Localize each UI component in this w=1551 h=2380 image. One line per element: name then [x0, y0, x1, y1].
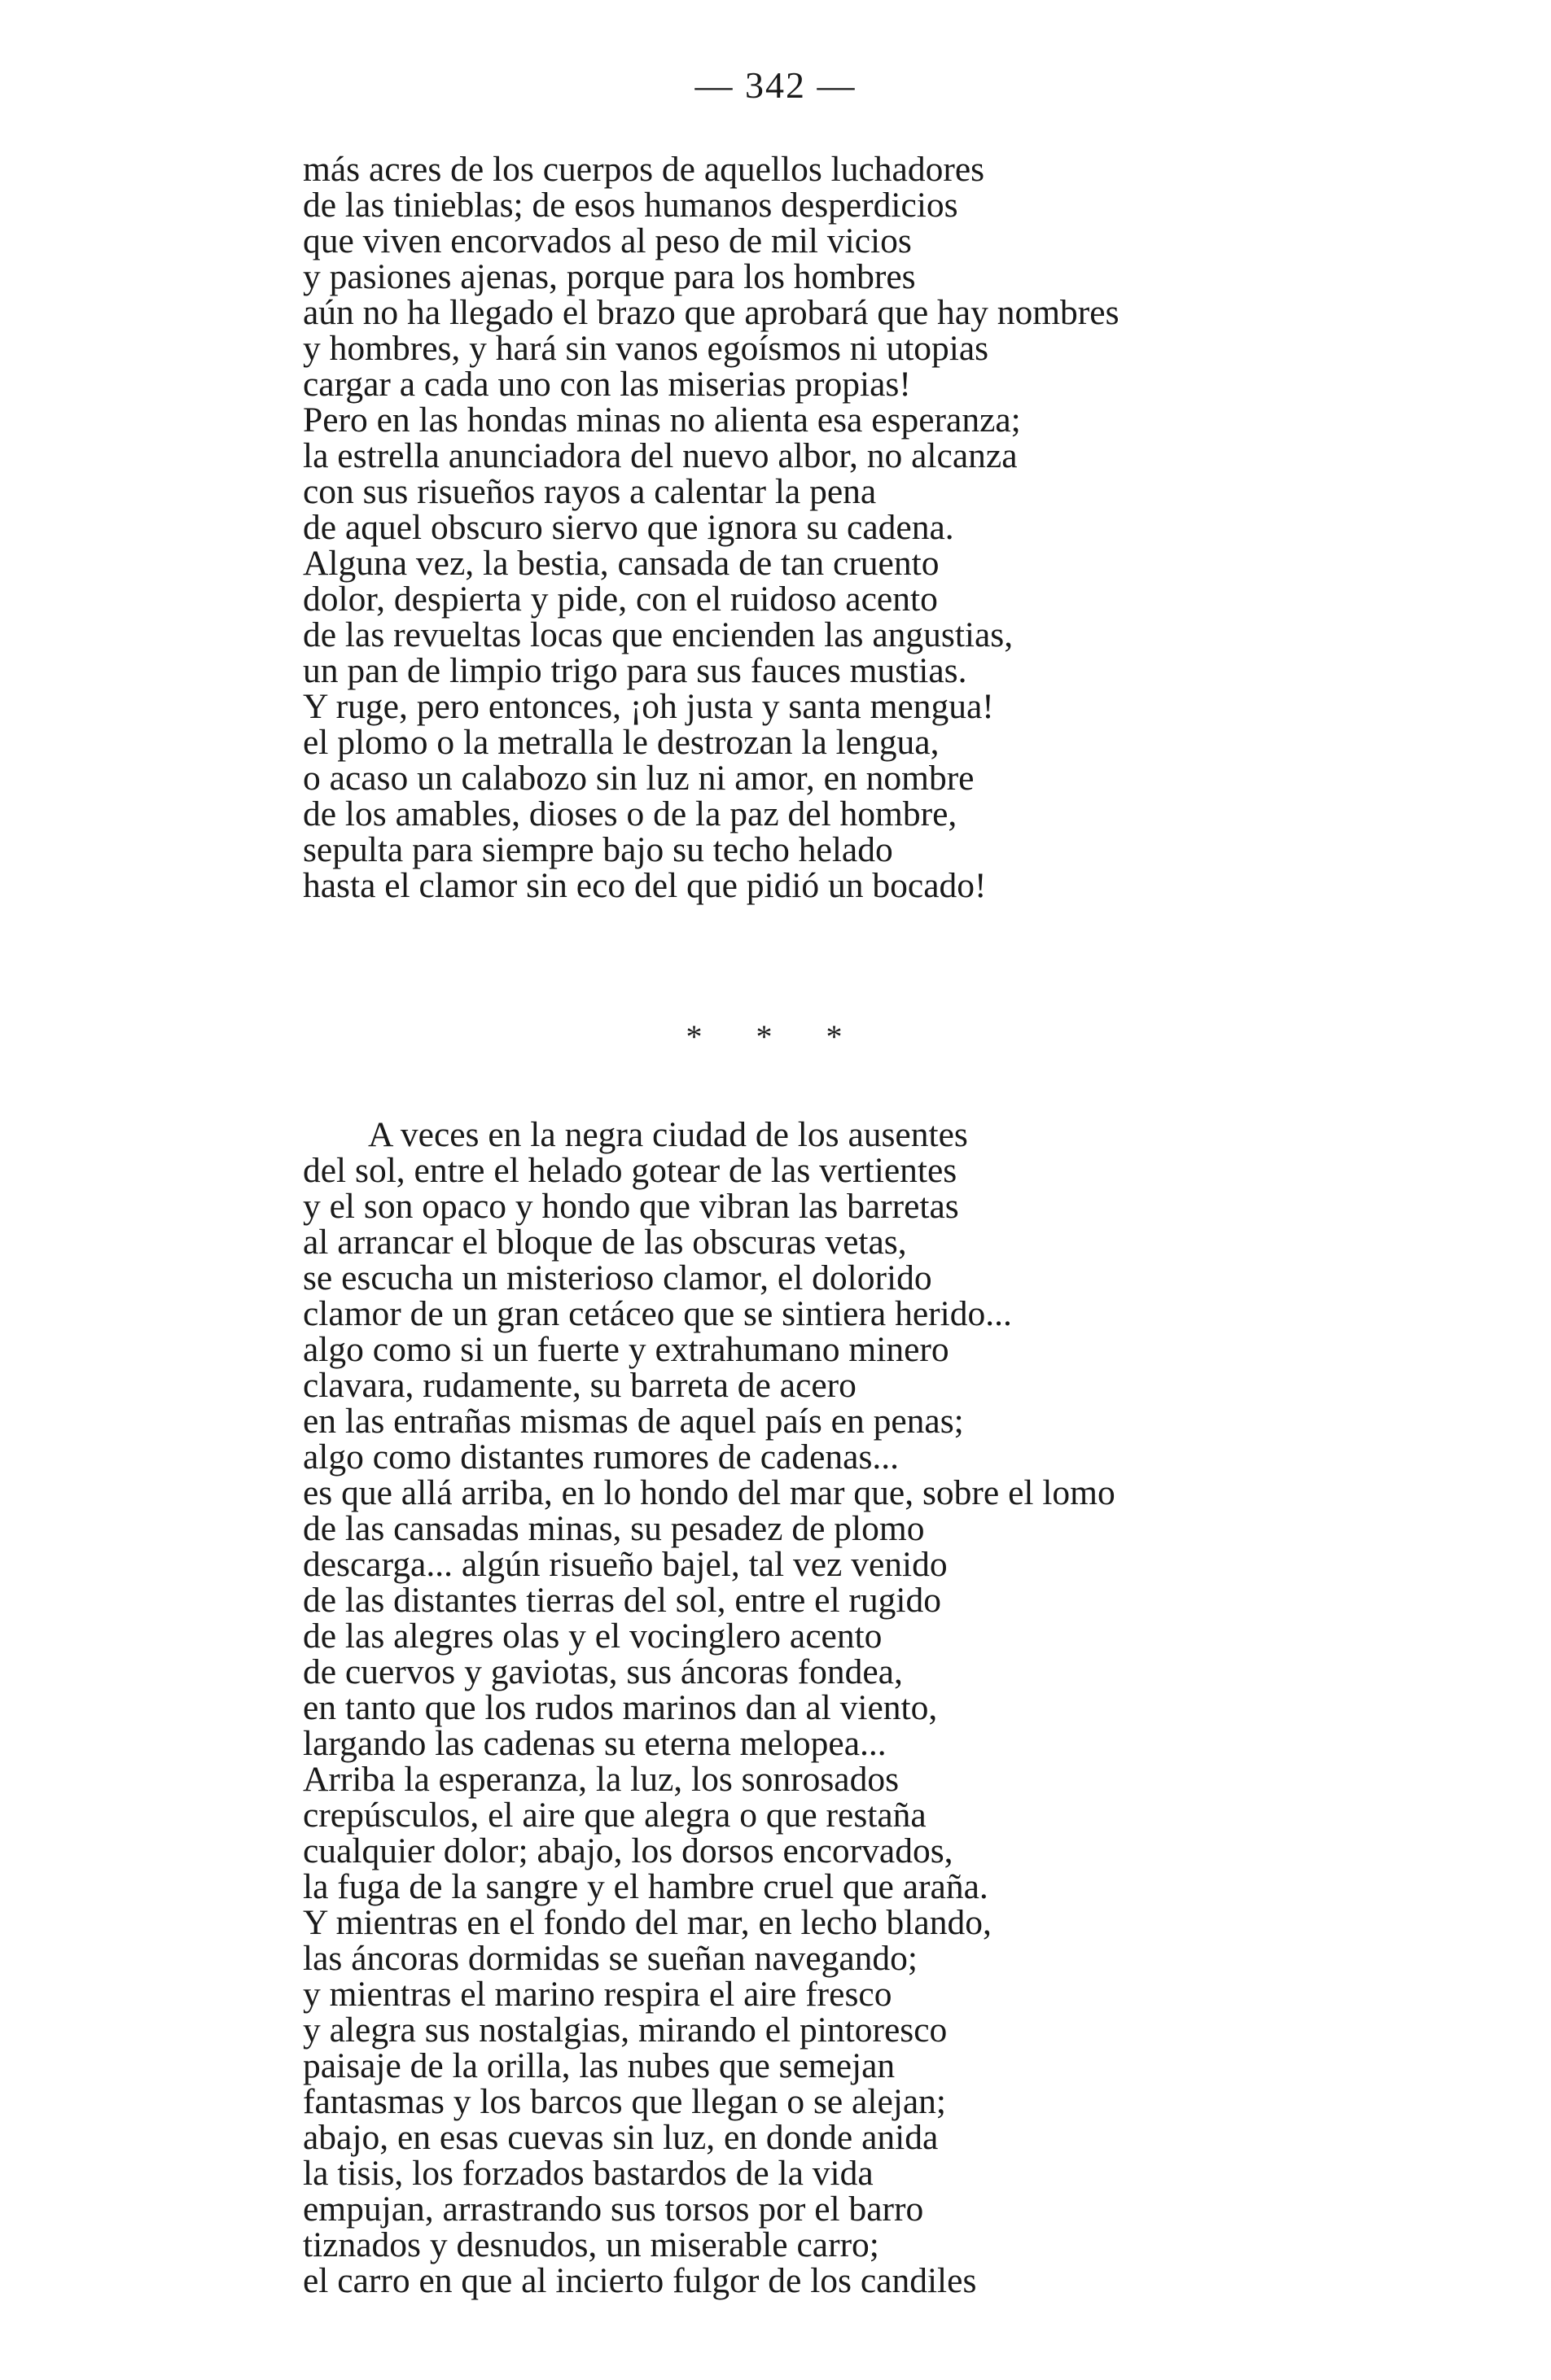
- poem-line: las áncoras dormidas se sueñan navegando;: [303, 1939, 918, 1978]
- poem-line: en las entrañas mismas de aquel país en penas;: [303, 1402, 964, 1441]
- poem-line: de los amables, dioses o de la paz del hombre,: [303, 794, 957, 833]
- poem-line: de las alegres olas y el vocinglero acento: [303, 1617, 883, 1656]
- poem-line: el plomo o la metralla le destrozan la lengua,: [303, 723, 940, 762]
- poem-line: cargar a cada uno con las miserias propias!: [303, 365, 911, 404]
- poem-line: Pero en las hondas minas no alienta esa esperanza;: [303, 400, 1021, 440]
- poem-line: y alegra sus nostalgias, mirando el pintoresco: [303, 2010, 948, 2050]
- poem-line: cualquier dolor; abajo, los dorsos encorvados,: [303, 1831, 953, 1870]
- poem-line: la tisis, los forzados bastardos de la vida: [303, 2154, 874, 2193]
- poem-line: más acres de los cuerpos de aquellos luchadores: [303, 150, 985, 189]
- page-number: — 342 —: [694, 64, 857, 106]
- poem-line: algo como si un fuerte y extrahumano minero: [303, 1330, 949, 1369]
- poem-line: algo como distantes rumores de cadenas...: [303, 1437, 900, 1477]
- poem-line: o acaso un calabozo sin luz ni amor, en nombre: [303, 759, 975, 798]
- poem-line: es que allá arriba, en lo hondo del mar que, sobre el lomo: [303, 1473, 1115, 1512]
- poem-line: la fuga de la sangre y el hambre cruel que araña.: [303, 1867, 988, 1906]
- poem-line: clavara, rudamente, su barreta de acero: [303, 1366, 857, 1405]
- poem-line: hasta el clamor sin eco del que pidió un bocado!: [303, 866, 987, 905]
- poem-line: aún no ha llegado el brazo que aprobará que hay nombres: [303, 293, 1119, 332]
- poem-line: al arrancar el bloque de las obscuras vetas,: [303, 1223, 907, 1262]
- poem-line: clamor de un gran cetáceo que se sintiera herido...: [303, 1294, 1012, 1333]
- poem-line: y hombres, y hará sin vanos egoísmos ni utopias: [303, 329, 989, 368]
- poem-line: A veces en la negra ciudad de los ausentes: [368, 1115, 968, 1154]
- poem-line: Y mientras en el fondo del mar, en lecho blando,: [303, 1903, 992, 1942]
- poem-line: Arriba la esperanza, la luz, los sonrosados: [303, 1760, 900, 1799]
- poem-line: fantasmas y los barcos que llegan o se alejan;: [303, 2082, 946, 2121]
- poem-line: que viven encorvados al peso de mil vicios: [303, 221, 912, 260]
- poem-line: y mientras el marino respira el aire fresco: [303, 1975, 892, 2014]
- poem-line: en tanto que los rudos marinos dan al viento,: [303, 1688, 938, 1727]
- poem-line: largando las cadenas su eterna melopea...: [303, 1724, 887, 1763]
- poem-line: abajo, en esas cuevas sin luz, en donde anida: [303, 2118, 939, 2157]
- poem-line: del sol, entre el helado gotear de las vertientes: [303, 1151, 957, 1190]
- poem-line: de aquel obscuro siervo que ignora su cadena.: [303, 508, 954, 547]
- poem-line: paisaje de la orilla, las nubes que semejan: [303, 2046, 896, 2085]
- poem-line: de las distantes tierras del sol, entre el rugido: [303, 1581, 941, 1620]
- poem-line: se escucha un misterioso clamor, el dolorido: [303, 1258, 932, 1297]
- poem-line: de las tinieblas; de esos humanos desperdicios: [303, 186, 958, 225]
- poem-line: de cuervos y gaviotas, sus áncoras fondea,: [303, 1652, 903, 1691]
- poem-line: un pan de limpio trigo para sus fauces mustias.: [303, 651, 967, 690]
- poem-line: Y ruge, pero entonces, ¡oh justa y santa mengua!: [303, 687, 994, 726]
- poem-line: empujan, arrastrando sus torsos por el barro: [303, 2190, 924, 2229]
- poem-line: descarga... algún risueño bajel, tal vez venido: [303, 1545, 948, 1584]
- poem-stanza-1: [303, 151, 1119, 903]
- poem-line: la estrella anunciadora del nuevo albor, no alcanza: [303, 436, 1018, 475]
- poem-line: de las cansadas minas, su pesadez de plomo: [303, 1509, 925, 1548]
- poem-line: Alguna vez, la bestia, cansada de tan cruento: [303, 544, 940, 583]
- poem-line: crepúsculos, el aire que alegra o que restaña: [303, 1796, 927, 1835]
- poem-line: dolor, despierta y pide, con el ruidoso acento: [303, 580, 938, 619]
- poem-line: el carro en que al incierto fulgor de los candiles: [303, 2261, 977, 2300]
- poem-line: de las revueltas locas que encienden las angustias,: [303, 615, 1014, 654]
- section-separator: * * *: [686, 1018, 865, 1055]
- poem-line: tiznados y desnudos, un miserable carro;: [303, 2225, 879, 2264]
- poem-line: sepulta para siempre bajo su techo helado: [303, 830, 893, 869]
- poem-line: y pasiones ajenas, porque para los hombres: [303, 257, 916, 296]
- poem-line: y el son opaco y hondo que vibran las barretas: [303, 1187, 959, 1226]
- poem-line: con sus risueños rayos a calentar la pena: [303, 472, 877, 511]
- poem-stanza-2: [303, 1117, 1115, 2299]
